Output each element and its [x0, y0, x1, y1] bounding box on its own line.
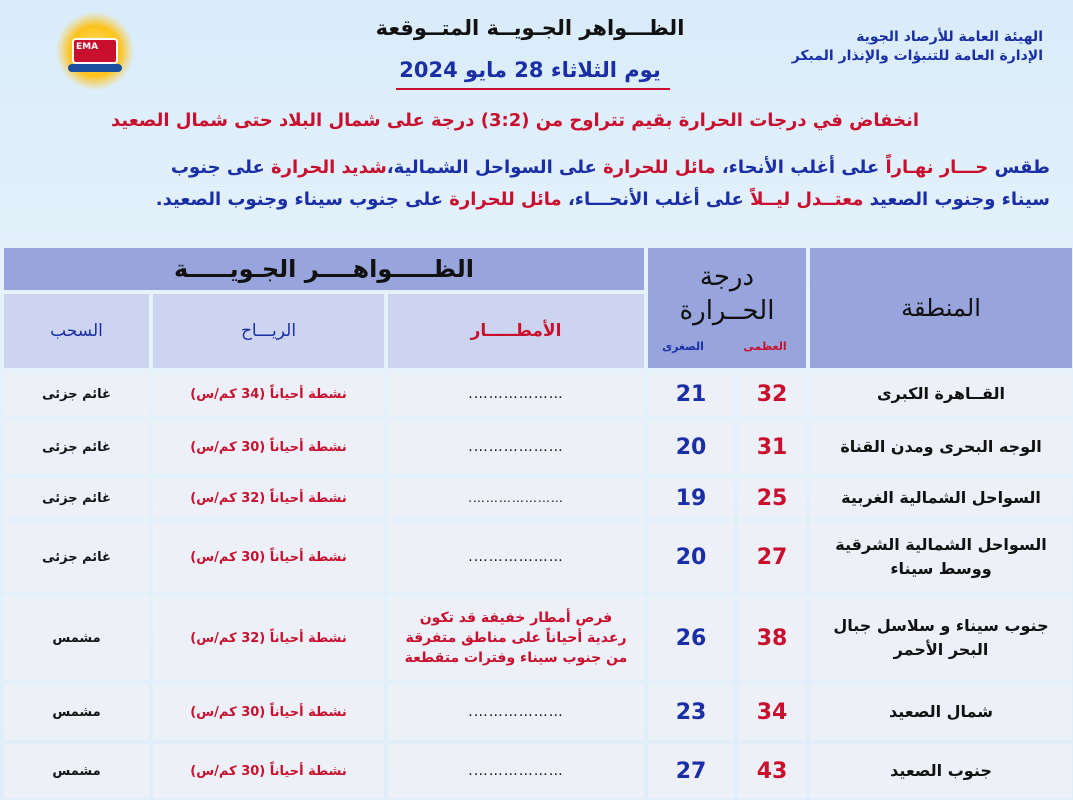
- min-label: الصغرى: [662, 340, 704, 353]
- table-row-min: 20: [648, 522, 734, 592]
- logo-wave-icon: [68, 64, 122, 72]
- table-row-min: 23: [648, 684, 734, 740]
- forecast-table: [0, 246, 1073, 800]
- phenomena-header: الظـــــواهــــر الجـويـــــة: [4, 248, 644, 290]
- org-line-2: الإدارة العامة للتنبؤات والإنذار المبكر: [791, 48, 1043, 64]
- forecast-date: يوم الثلاثاء 28 مايو 2024: [399, 58, 661, 82]
- summary-part: مائل للحرارة: [603, 157, 716, 178]
- table-row-max: 31: [738, 420, 806, 474]
- temperature-header: [648, 248, 806, 368]
- region-header: المنطقة: [810, 248, 1072, 368]
- table-row-region: جنوب الصعيد: [810, 744, 1072, 798]
- summary-part: على أغلب الأنحاء،: [715, 157, 886, 178]
- table-row-rain: ……………….: [388, 684, 644, 740]
- table-row-min: 26: [648, 596, 734, 680]
- table-row-region: شمال الصعيد: [810, 684, 1072, 740]
- table-row-min: 19: [648, 478, 734, 518]
- summary-part: معتــدل ليــلاً: [750, 189, 864, 210]
- table-row-max: 27: [738, 522, 806, 592]
- table-row-rain: ……………….: [388, 744, 644, 798]
- headline-alert: انخفاض في درجات الحرارة بقيم تتراوح من (3:2) درجة على شمال البلاد حتى شمال الصعيد: [110, 110, 919, 131]
- table-row-region: القــاهرة الكبرى: [810, 372, 1072, 416]
- table-row-region: الوجه البحرى ومدن القناة: [810, 420, 1072, 474]
- summary-part: على جنوب سيناء وجنوب الصعيد: [170, 157, 1050, 210]
- table-row-clouds: مشمس: [4, 596, 149, 680]
- table-row-clouds: مشمس: [4, 684, 149, 740]
- table-row-wind: نشطة أحياناً (30 كم/س): [153, 684, 384, 740]
- temp-header-line-1: درجة: [699, 262, 755, 292]
- summary-part: شديد الحرارة: [271, 157, 387, 178]
- bulletin-header: [0, 0, 1073, 245]
- table-row-wind: نشطة أحياناً (32 كم/س): [153, 596, 384, 680]
- wind-header: الريـــاح: [153, 294, 384, 368]
- table-row-clouds: غائم جزئى: [4, 522, 149, 592]
- rain-header: الأمطـــــار: [388, 294, 644, 368]
- table-row-wind: نشطة أحياناً (32 كم/س): [153, 478, 384, 518]
- table-row-region: السواحل الشمالية الشرقية ووسط سيناء: [810, 522, 1072, 592]
- table-row-max: 34: [738, 684, 806, 740]
- temp-header-line-2: الحــرارة: [679, 296, 775, 326]
- table-row-clouds: مشمس: [4, 744, 149, 798]
- table-row-min: 20: [648, 420, 734, 474]
- summary-part: على أغلب الأنحـــاء،: [561, 189, 751, 210]
- forecast-summary: [150, 152, 1050, 216]
- table-row-max: 25: [738, 478, 806, 518]
- table-row-rain: ……………….: [388, 372, 644, 416]
- org-line-1: الهيئة العامة للأرصاد الجوية: [856, 29, 1043, 45]
- table-row-max: 32: [738, 372, 806, 416]
- ema-logo: [56, 12, 134, 90]
- table-row-wind: نشطة أحياناً (30 كم/س): [153, 522, 384, 592]
- table-row-clouds: غائم جزئى: [4, 420, 149, 474]
- summary-part: حـــار نهـاراً: [885, 157, 989, 178]
- max-label: العظمى: [743, 340, 787, 353]
- table-row-wind: نشطة أحياناً (30 كم/س): [153, 744, 384, 798]
- table-row-clouds: غائم جزئى: [4, 478, 149, 518]
- table-row-max: 38: [738, 596, 806, 680]
- table-row-min: 27: [648, 744, 734, 798]
- table-row-rain: ……………….: [388, 420, 644, 474]
- table-row-clouds: غائم جزئى: [4, 372, 149, 416]
- clouds-header: السحب: [4, 294, 149, 368]
- page-title: الظـــواهر الجـويــة المتــوقعة: [375, 16, 685, 40]
- date-underline: [396, 88, 670, 90]
- table-row-rain: ………………….: [388, 478, 644, 518]
- summary-part: طقس: [988, 157, 1050, 178]
- summary-part: على السواحل الشمالية،: [386, 157, 604, 178]
- organization-name: [792, 28, 1043, 66]
- table-row-rain: ……………….: [388, 522, 644, 592]
- table-row-min: 21: [648, 372, 734, 416]
- summary-part: مائل للحرارة: [449, 189, 562, 210]
- summary-part: على جنوب سيناء وجنوب الصعيد.: [155, 189, 450, 210]
- table-row-region: السواحل الشمالية الغربية: [810, 478, 1072, 518]
- table-row-rain: فرص أمطار خفيفة قد تكون رعدية أحياناً على مناطق متفرقة من جنوب سيناء وفترات متقطعة: [388, 596, 644, 680]
- table-row-wind: نشطة أحياناً (34 كم/س): [153, 372, 384, 416]
- table-row-region: جنوب سيناء و سلاسل جبال البحر الأحمر: [810, 596, 1072, 680]
- table-row-wind: نشطة أحياناً (30 كم/س): [153, 420, 384, 474]
- logo-text: EMA: [76, 42, 99, 52]
- table-row-max: 43: [738, 744, 806, 798]
